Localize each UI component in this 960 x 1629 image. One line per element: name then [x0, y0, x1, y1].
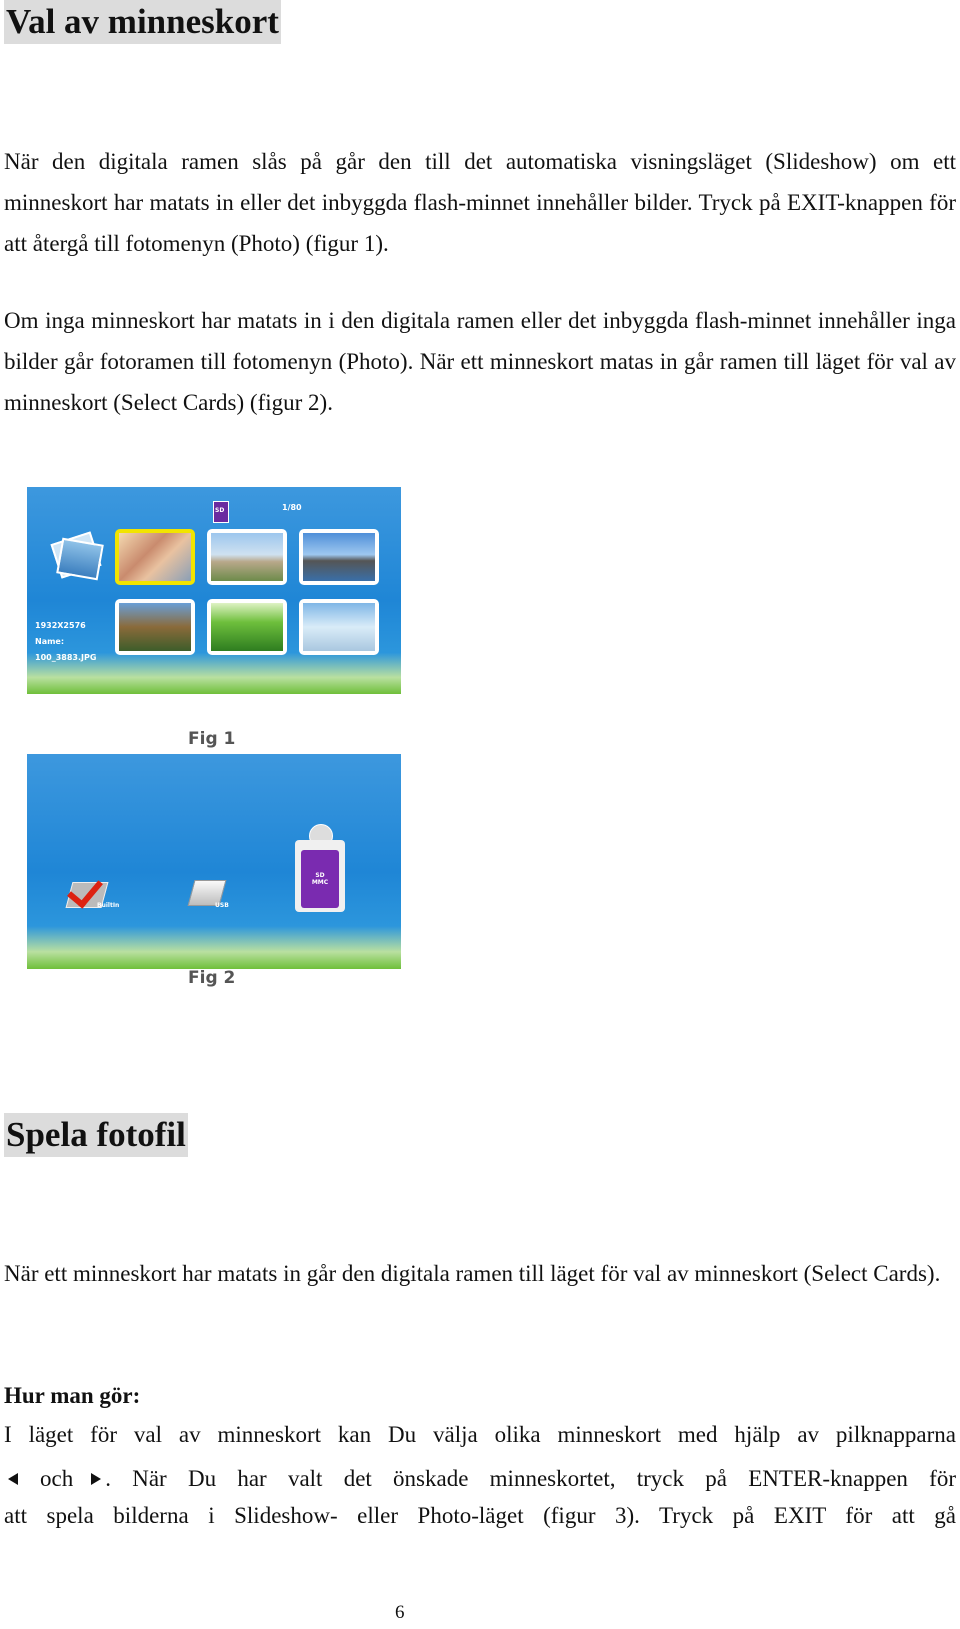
info-resolution: 1932X2576	[35, 621, 86, 630]
paragraph-no-card: Om inga minneskort har matats in i den digitala ramen eller det inbyggda flash-minnet innehåller inga bilder går fotoramen till fotomenyn (Photo). När ett minneskort matas in går ramen till läget för val av minneskort (Select Cards) (figur 2).	[4, 308, 956, 415]
figure-1-photo-menu	[27, 487, 401, 694]
right-arrow-icon	[87, 1470, 105, 1488]
thumbnail[interactable]	[207, 529, 287, 585]
figure-2-caption: Fig 2	[188, 968, 236, 988]
paragraph-how-to-line3: att spela bilderna i Slideshow- eller Photo-läget (figur 3). Tryck på EXIT för att gå	[4, 1503, 956, 1528]
paragraph-select-cards: När ett minneskort har matats in går den digitala ramen till läget för val av minneskort (Select Cards).	[4, 1261, 941, 1286]
och-word: och	[40, 1466, 74, 1491]
thumbnail[interactable]	[299, 599, 379, 655]
thumbnail[interactable]	[115, 599, 195, 655]
thumbnail[interactable]	[207, 599, 287, 655]
paragraph-how-to-line1: I läget för val av minneskort kan Du välja olika minneskort med hjälp av pilknapparna	[4, 1422, 956, 1447]
figure-1-caption: Fig 1	[188, 729, 236, 749]
paragraph-slideshow-intro: När den digitala ramen slås på går den till det automatiska visningsläget (Slideshow) om ett minneskort har matats in eller det inbyggda flash-minnet innehåller bilder. Tryck på EXIT-knappen för att återgå till fotomenyn (Photo) (figur 1).	[4, 149, 956, 256]
section-heading-val-av-minneskort: Val av minneskort	[4, 0, 281, 44]
left-arrow-icon	[4, 1470, 22, 1488]
sd-mmc-card-icon[interactable]: SD MMC	[295, 824, 347, 916]
thumbnail[interactable]	[299, 529, 379, 585]
builtin-memory-icon[interactable]: BuiltIn	[67, 874, 107, 908]
section-heading-spela-fotofil: Spela fotofil	[4, 1113, 188, 1157]
info-filename: 100_3883.JPG	[35, 653, 97, 662]
subheading-how-to: Hur man gör:	[4, 1383, 141, 1408]
photo-counter: 1/80	[282, 503, 302, 512]
sd-card-icon: SD	[213, 501, 229, 523]
paragraph-how-to-line2	[4, 1458, 956, 1499]
figure-2-select-cards	[27, 754, 401, 969]
photo-stack-icon	[45, 531, 101, 579]
thumbnail-selected[interactable]	[115, 529, 195, 585]
page-number: 6	[395, 1602, 405, 1623]
info-name-label: Name:	[35, 637, 65, 646]
usb-icon[interactable]: USB	[187, 874, 227, 908]
paragraph-how-to-rest1: . När Du har valt det önskade minneskortet, tryck på ENTER-knappen för	[105, 1466, 956, 1491]
